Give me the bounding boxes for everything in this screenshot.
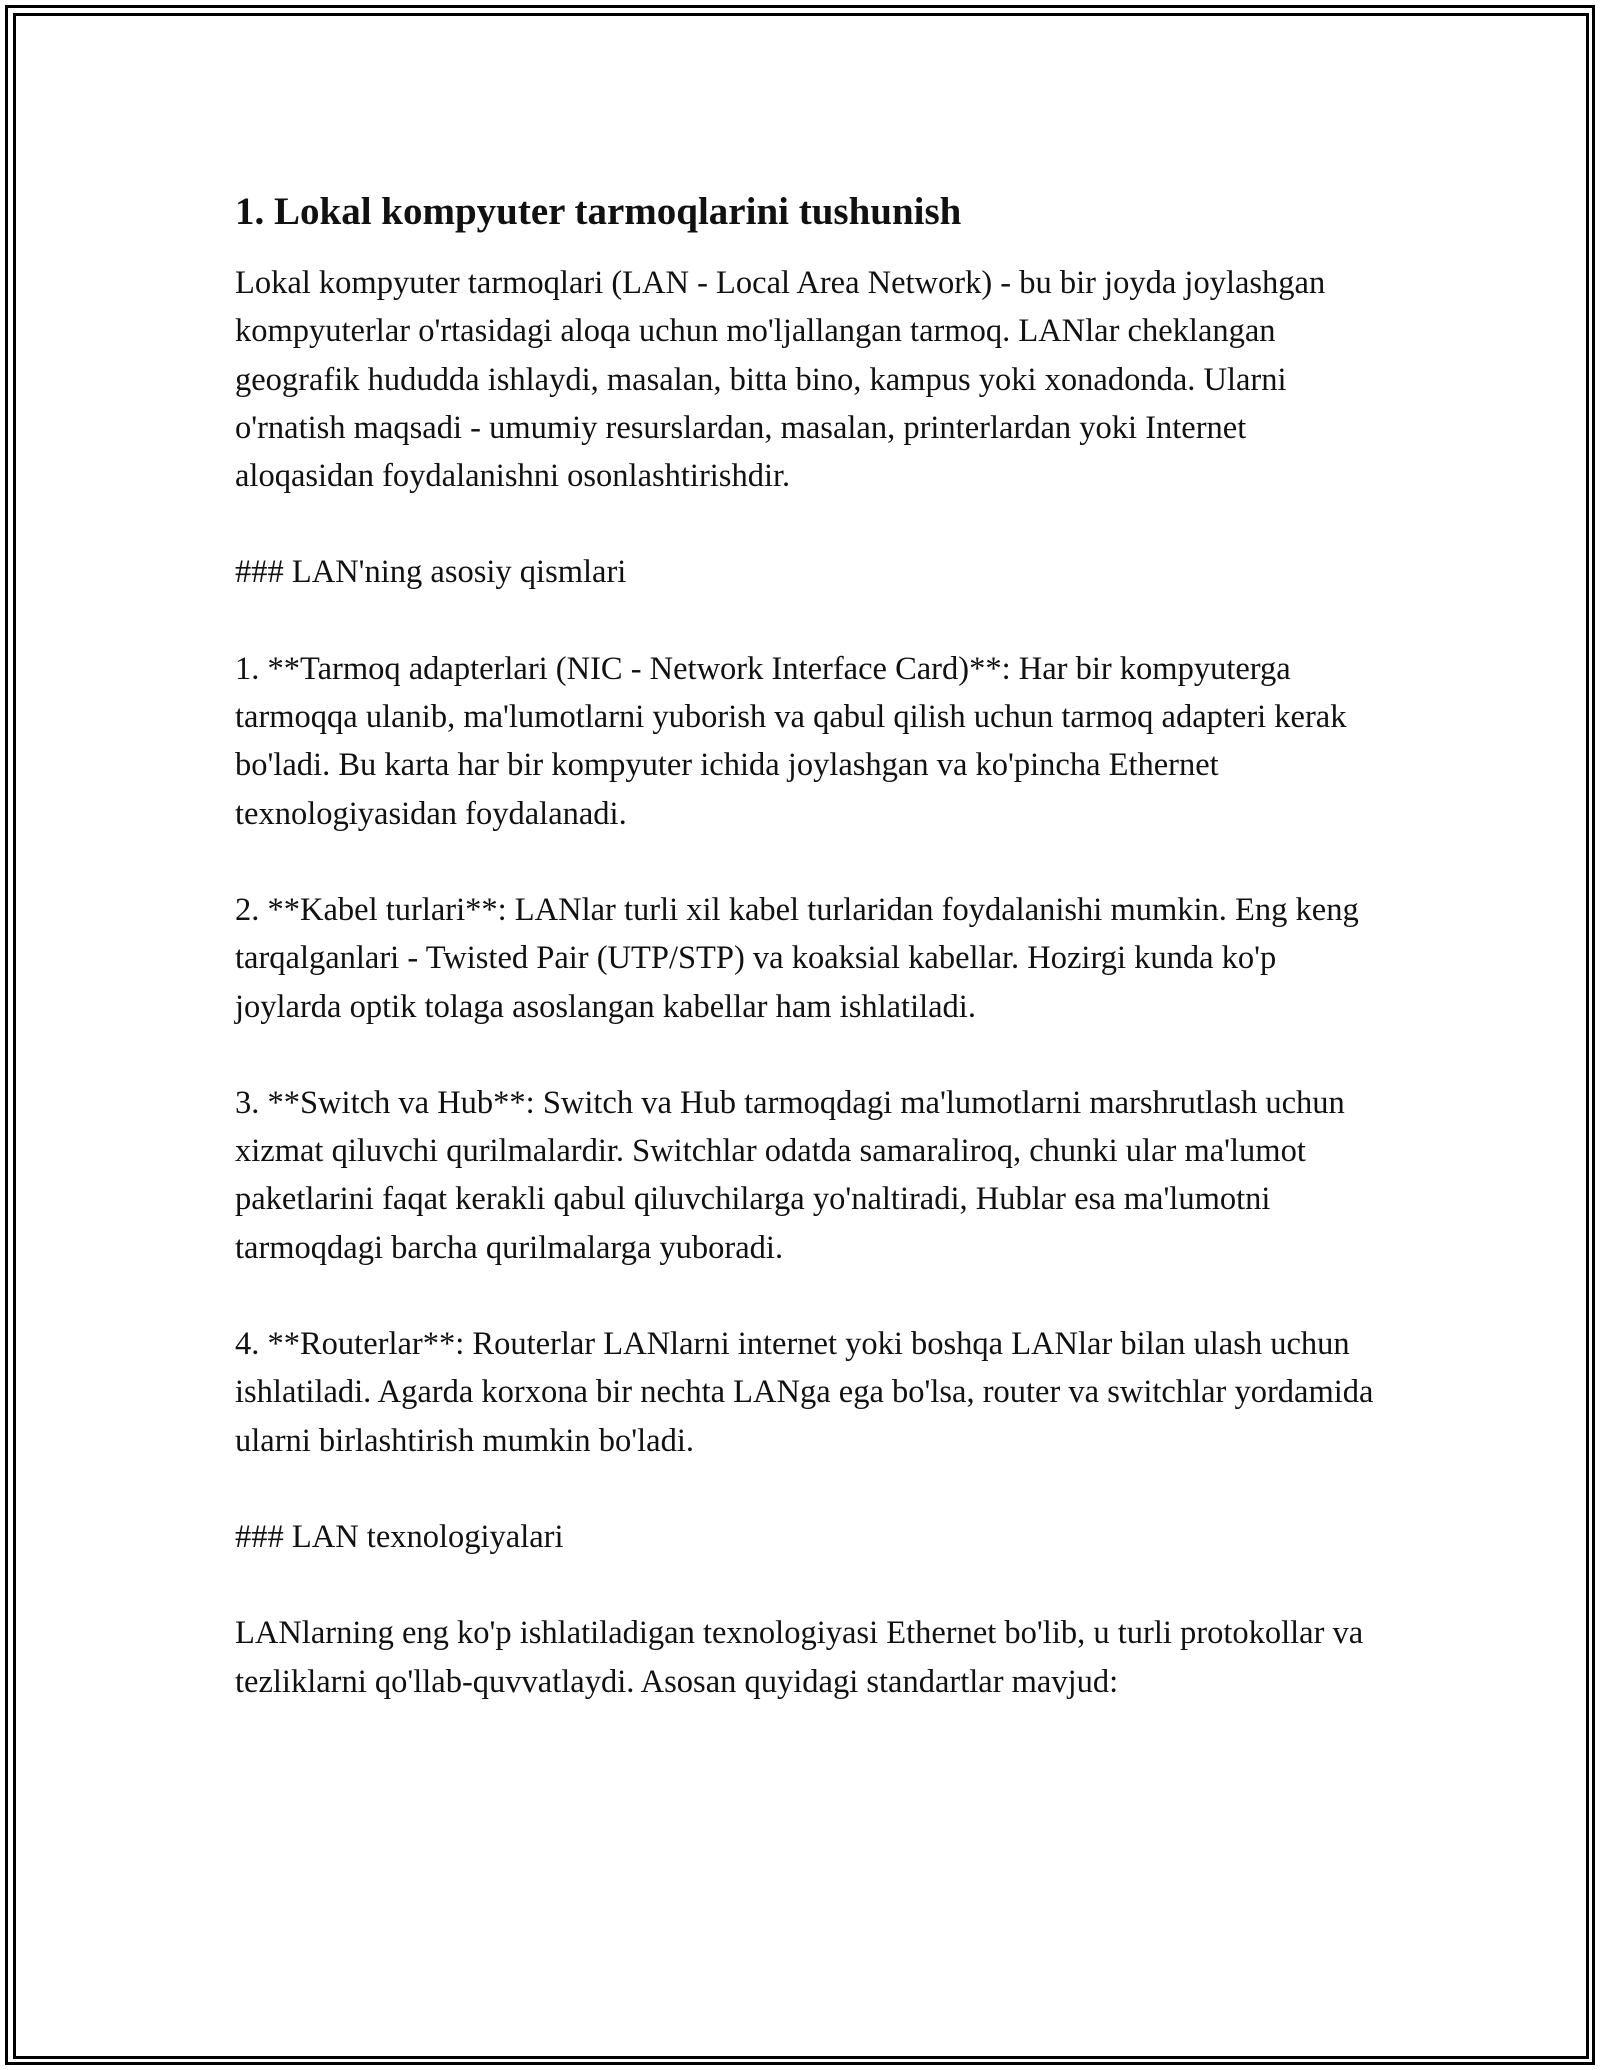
ethernet-paragraph: LANlarning eng ko'p ishlatiladigan texnologiyasi Ethernet bo'lib, u turli protokollar va tezliklarni qo'llab-quvvatlaydi. Asosan quyidagi standartlar mavjud: — [235, 1615, 1364, 1700]
document-title: 1. Lokal kompyuter tarmoqlarini tushunish — [235, 190, 962, 233]
intro-paragraph: Lokal kompyuter tarmoqlari (LAN - Local Area Network) - bu bir joyda joylashgan kompyuterlar o'rtasidagi aloqa uchun mo'ljallangan tarmoq. LANlar cheklangan geografik hududda ishlaydi, masalan, bitta bino, kampus yoki xonadonda. Ularni o'rnatish maqsadi - umumiy resurslardan, masalan, printerlardan yoki Internet aloqasidan foydalanishni osonlashtirishdir. — [235, 265, 1326, 495]
document-body — [235, 184, 1375, 1706]
list-item-cables: 2. **Kabel turlari**: LANlar turli xil kabel turlaridan foydalanishi mumkin. Eng keng tarqalganlari - Twisted Pair (UTP/STP) va koaksial kabellar. Hozirgi kunda ko'p joylarda optik tolaga asoslangan kabellar ham ishlatiladi. — [235, 891, 1359, 1025]
section-heading-lan-parts: ### LAN'ning asosiy qismlari — [235, 554, 627, 591]
list-item-switch-hub: 3. **Switch va Hub**: Switch va Hub tarmoqdagi ma'lumotlarni marshrutlash uchun xizmat qiluvchi qurilmalardir. Switchlar odatda samaraliroq, chunki ular ma'lumot paketlarini faqat kerakli qabul qiluvchilarga yo'naltiradi, Hublar esa ma'lumotni tarmoqdagi barcha qurilmalarga yuboradi. — [235, 1084, 1345, 1266]
section-heading-lan-tech: ### LAN texnologiyalari — [235, 1518, 564, 1555]
list-item-nic: 1. **Tarmoq adapterlari (NIC - Network Interface Card)**: Har bir kompyuterga tarmoqqa ulanib, ma'lumotlarni yuborish va qabul qilish uchun tarmoq adapteri kerak bo'ladi. Bu karta har bir kompyuter ichida joylashgan va ko'pincha Ethernet texnologiyasidan foydalanadi. — [235, 650, 1347, 832]
list-item-routers: 4. **Routerlar**: Routerlar LANlarni internet yoki boshqa LANlar bilan ulash uchun ishlatiladi. Agarda korxona bir nechta LANga ega bo'lsa, router va switchlar yordamida ularni birlashtirish mumkin bo'ladi. — [235, 1326, 1374, 1459]
